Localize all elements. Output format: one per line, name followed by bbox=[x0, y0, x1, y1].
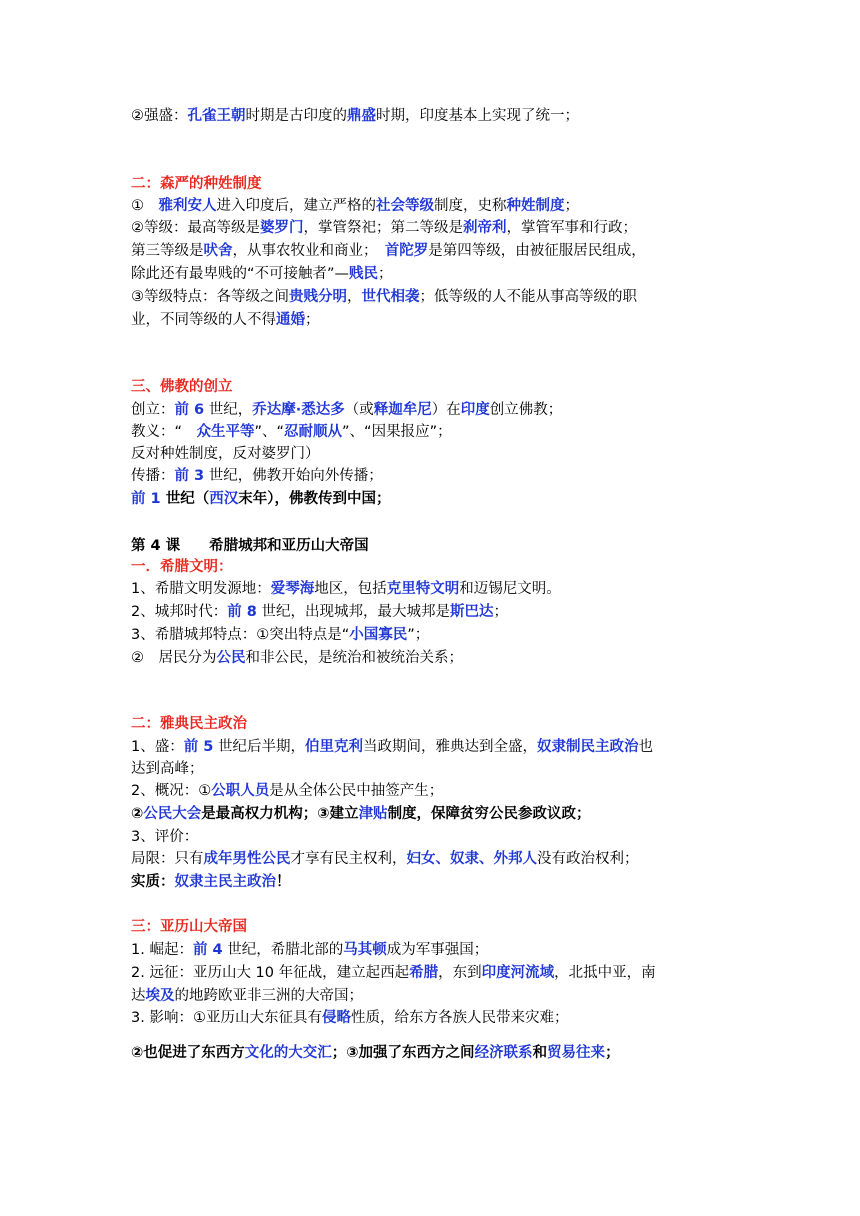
section-heading bbox=[131, 713, 800, 735]
text-run: 时期，印度基本上实现了统一； bbox=[376, 108, 579, 124]
paragraph-line bbox=[131, 217, 800, 239]
highlighted-term: 孔雀王朝 bbox=[187, 108, 246, 124]
highlighted-term: 侵略 bbox=[321, 1010, 351, 1026]
text-run: 创立佛教； bbox=[489, 402, 563, 418]
paragraph-line bbox=[131, 195, 800, 217]
highlighted-term: 伯里克利 bbox=[304, 739, 363, 755]
highlighted-term: 公民 bbox=[216, 650, 246, 666]
paragraph-line bbox=[131, 803, 800, 825]
text-run: 进入印度后，建立严格的 bbox=[216, 198, 376, 214]
highlighted-term: 刹帝利 bbox=[463, 220, 507, 236]
text-run: 反对种姓制度，反对婆罗门） bbox=[131, 446, 320, 462]
highlighted-term: 前 6 bbox=[174, 402, 205, 418]
text-run: 和 bbox=[532, 1045, 548, 1061]
paragraph-line bbox=[131, 309, 800, 331]
text-run: ； bbox=[564, 198, 579, 214]
text-run: ；③加强了东西方之间 bbox=[331, 1045, 475, 1061]
paragraph-line bbox=[131, 421, 800, 443]
text-run: 第三等级是 bbox=[131, 243, 204, 259]
text-run: 3、评价： bbox=[131, 829, 199, 845]
highlighted-term: 种姓制度 bbox=[506, 198, 565, 214]
text-run: 达 bbox=[131, 988, 146, 1004]
section-heading bbox=[131, 916, 800, 938]
text-run: ① bbox=[131, 198, 159, 214]
paragraph-line bbox=[131, 578, 800, 600]
highlighted-term: 埃及 bbox=[145, 988, 175, 1004]
highlighted-term: 克里特文明 bbox=[386, 581, 460, 597]
highlighted-term: 小国寡民 bbox=[349, 627, 408, 643]
text-run: 3. 影响：①亚历山大东征具有 bbox=[131, 1010, 322, 1026]
text-run: 除此还有最卑贱的“不可接触者”— bbox=[131, 266, 350, 282]
text-run: 达到高峰； bbox=[131, 761, 204, 777]
text-run: 和迈锡尼文明。 bbox=[459, 581, 561, 597]
text-run: 2、城邦时代： bbox=[131, 604, 228, 620]
highlighted-term: 津贴 bbox=[358, 806, 388, 822]
paragraph-line bbox=[131, 263, 800, 285]
highlighted-term: 马其顿 bbox=[343, 942, 387, 958]
text-run: 传播： bbox=[131, 468, 175, 484]
text-run: 1、希腊文明发源地： bbox=[131, 581, 271, 597]
text-run: ②也促进了东西方 bbox=[131, 1045, 245, 1061]
highlighted-term: 爱琴海 bbox=[270, 581, 315, 597]
highlighted-term: 前 1 bbox=[131, 491, 161, 507]
paragraph-line bbox=[131, 465, 800, 487]
highlighted-term: 雅利安人 bbox=[158, 198, 217, 214]
highlighted-term: 前 5 bbox=[183, 739, 214, 755]
highlighted-term: 贱民 bbox=[349, 266, 379, 282]
text-run: ，从事农牧业和商业； bbox=[232, 243, 385, 259]
paragraph-line bbox=[131, 1007, 800, 1029]
section-heading bbox=[131, 376, 800, 398]
text-run: ③等级特点：各等级之间 bbox=[131, 289, 289, 305]
text-run: 成为军事强国； bbox=[386, 942, 489, 958]
paragraph-line bbox=[131, 780, 800, 802]
highlighted-term: 希腊 bbox=[409, 965, 439, 981]
paragraph-line bbox=[131, 871, 800, 893]
highlighted-term: 经济联系 bbox=[474, 1045, 533, 1061]
text-run: 的地跨欧亚非三洲的大帝国； bbox=[174, 988, 363, 1004]
text-run: 时期是古印度的 bbox=[245, 108, 347, 124]
paragraph-line bbox=[131, 240, 800, 262]
text-run: ， bbox=[347, 289, 362, 305]
text-run: 2、概况：① bbox=[131, 783, 212, 799]
highlighted-term: 印度 bbox=[460, 402, 490, 418]
paragraph-line bbox=[131, 736, 800, 758]
paragraph-line bbox=[131, 647, 800, 669]
text-run: 三：亚历山大帝国 bbox=[131, 919, 247, 935]
highlighted-term: 贸易往来 bbox=[547, 1045, 606, 1061]
paragraph-line bbox=[131, 962, 800, 984]
text-run: 世纪（ bbox=[160, 491, 210, 507]
text-run: 制度，保障贫穷公民参政议政； bbox=[387, 806, 591, 822]
paragraph-line bbox=[131, 939, 800, 961]
text-run: ！ bbox=[276, 874, 291, 890]
text-run: 是从全体公民中抽签产生； bbox=[269, 783, 444, 799]
text-run: 和非公民，是统治和被统治关系； bbox=[245, 650, 463, 666]
highlighted-term: 婆罗门 bbox=[260, 220, 304, 236]
paragraph-line bbox=[131, 105, 800, 127]
paragraph-line bbox=[131, 399, 800, 421]
text-run: 世纪，希腊北部的 bbox=[222, 942, 344, 958]
text-run: ；低等级的人不能从事高等级的职 bbox=[419, 289, 637, 305]
text-run: 二：森严的种姓制度 bbox=[131, 176, 262, 192]
text-run: 二：雅典民主政治 bbox=[131, 716, 247, 732]
highlighted-term: 首陀罗 bbox=[384, 243, 429, 259]
text-run: 实质： bbox=[131, 874, 175, 890]
text-run: （或 bbox=[344, 402, 374, 418]
highlighted-term: 社会等级 bbox=[376, 198, 434, 214]
text-run: 1. 崛起： bbox=[131, 942, 193, 958]
text-run: 性质，给东方各族人民带来灾难； bbox=[350, 1010, 569, 1026]
text-run: ②等级：最高等级是 bbox=[131, 220, 260, 236]
text-run: 没有政治权利； bbox=[537, 851, 639, 867]
highlighted-term: 通婚 bbox=[276, 312, 305, 328]
paragraph-line bbox=[131, 624, 800, 646]
paragraph-line bbox=[131, 848, 800, 870]
text-run: 三、佛教的创立 bbox=[131, 379, 233, 395]
text-run: ”、“因果报应”； bbox=[342, 424, 452, 440]
highlighted-term: 释迦牟尼 bbox=[373, 402, 432, 418]
text-run: ，北抵中亚，南 bbox=[554, 965, 656, 981]
paragraph-line bbox=[131, 443, 800, 465]
text-run: 也 bbox=[638, 739, 653, 755]
highlighted-term: 鼎盛 bbox=[347, 108, 376, 124]
text-run: 世纪， bbox=[204, 402, 253, 418]
text-run: ； bbox=[493, 604, 508, 620]
text-run: ”、“ bbox=[254, 424, 285, 440]
text-run: ； bbox=[305, 312, 320, 328]
text-run: 末年），佛教传到中国； bbox=[238, 491, 391, 507]
text-run: ，东到 bbox=[438, 965, 482, 981]
text-run: 才享有民主权利， bbox=[290, 851, 407, 867]
text-run: ）在 bbox=[431, 402, 461, 418]
highlighted-term: 西汉 bbox=[209, 491, 239, 507]
text-run: 2. 远征：亚历山大 10 年征战，建立起西起 bbox=[131, 965, 410, 981]
text-run: 3、希腊城邦特点：①突出特点是“ bbox=[131, 627, 350, 643]
highlighted-term: 吠舍 bbox=[203, 243, 233, 259]
text-run: 世纪，佛教开始向外传播； bbox=[204, 468, 383, 484]
text-run: ，掌管军事和行政； bbox=[506, 220, 637, 236]
paragraph-line bbox=[131, 286, 800, 308]
text-run: 制度，史称 bbox=[434, 198, 507, 214]
text-run: 1、盛： bbox=[131, 739, 184, 755]
highlighted-term: 成年男性公民 bbox=[203, 851, 291, 867]
text-run: ②强盛： bbox=[131, 108, 188, 124]
highlighted-term: 忍耐顺从 bbox=[284, 424, 343, 440]
highlighted-term: 前 4 bbox=[192, 942, 223, 958]
text-run: ，掌管祭祀；第二等级是 bbox=[303, 220, 463, 236]
paragraph-line bbox=[131, 985, 800, 1007]
lesson-title bbox=[131, 535, 800, 557]
highlighted-term: 贵贱分明 bbox=[289, 289, 347, 305]
section-heading bbox=[131, 556, 800, 578]
text-run: ② 居民分为 bbox=[131, 650, 217, 666]
text-run: 一．希腊文明： bbox=[131, 559, 233, 575]
highlighted-term: 公职人员 bbox=[211, 783, 270, 799]
text-run: 当政期间，雅典达到全盛， bbox=[362, 739, 537, 755]
highlighted-term: 公民大会 bbox=[143, 806, 202, 822]
text-run: 第 4 课 希腊城邦和亚历山大帝国 bbox=[131, 538, 369, 554]
text-run: 创立： bbox=[131, 402, 175, 418]
highlighted-term: 印度河流域 bbox=[481, 965, 555, 981]
text-run: 是最高权力机构；③建立 bbox=[201, 806, 359, 822]
highlighted-term: 奴隶制民主政治 bbox=[536, 739, 639, 755]
paragraph-line bbox=[131, 488, 800, 510]
highlighted-term: 世代相袭 bbox=[361, 289, 420, 305]
highlighted-term: 前 3 bbox=[174, 468, 205, 484]
highlighted-term: 乔达摩·悉达多 bbox=[252, 402, 345, 418]
text-run: 局限：只有 bbox=[131, 851, 204, 867]
text-run: 业，不同等级的人不得 bbox=[131, 312, 276, 328]
highlighted-term: 众生平等 bbox=[196, 424, 255, 440]
paragraph-line bbox=[131, 1042, 800, 1064]
text-run: 教义：“ bbox=[131, 424, 197, 440]
text-run: 是第四等级，由被征服居民组成， bbox=[428, 243, 646, 259]
paragraph-line bbox=[131, 758, 800, 780]
text-run: ”； bbox=[407, 627, 430, 643]
text-run: ； bbox=[378, 266, 393, 282]
highlighted-term: 妇女、奴隶、外邦人 bbox=[406, 851, 537, 867]
highlighted-term: 前 8 bbox=[227, 604, 257, 620]
text-run: ② bbox=[131, 806, 144, 822]
text-run: 世纪，出现城邦，最大城邦是 bbox=[256, 604, 450, 620]
highlighted-term: 奴隶主民主政治 bbox=[174, 874, 276, 890]
paragraph-line bbox=[131, 601, 800, 623]
highlighted-term: 文化的大交汇 bbox=[244, 1045, 332, 1061]
text-run: ； bbox=[605, 1045, 620, 1061]
text-run: 世纪后半期， bbox=[213, 739, 305, 755]
section-heading bbox=[131, 173, 800, 195]
highlighted-term: 斯巴达 bbox=[449, 604, 494, 620]
paragraph-line bbox=[131, 826, 800, 848]
text-run: 地区，包括 bbox=[314, 581, 387, 597]
